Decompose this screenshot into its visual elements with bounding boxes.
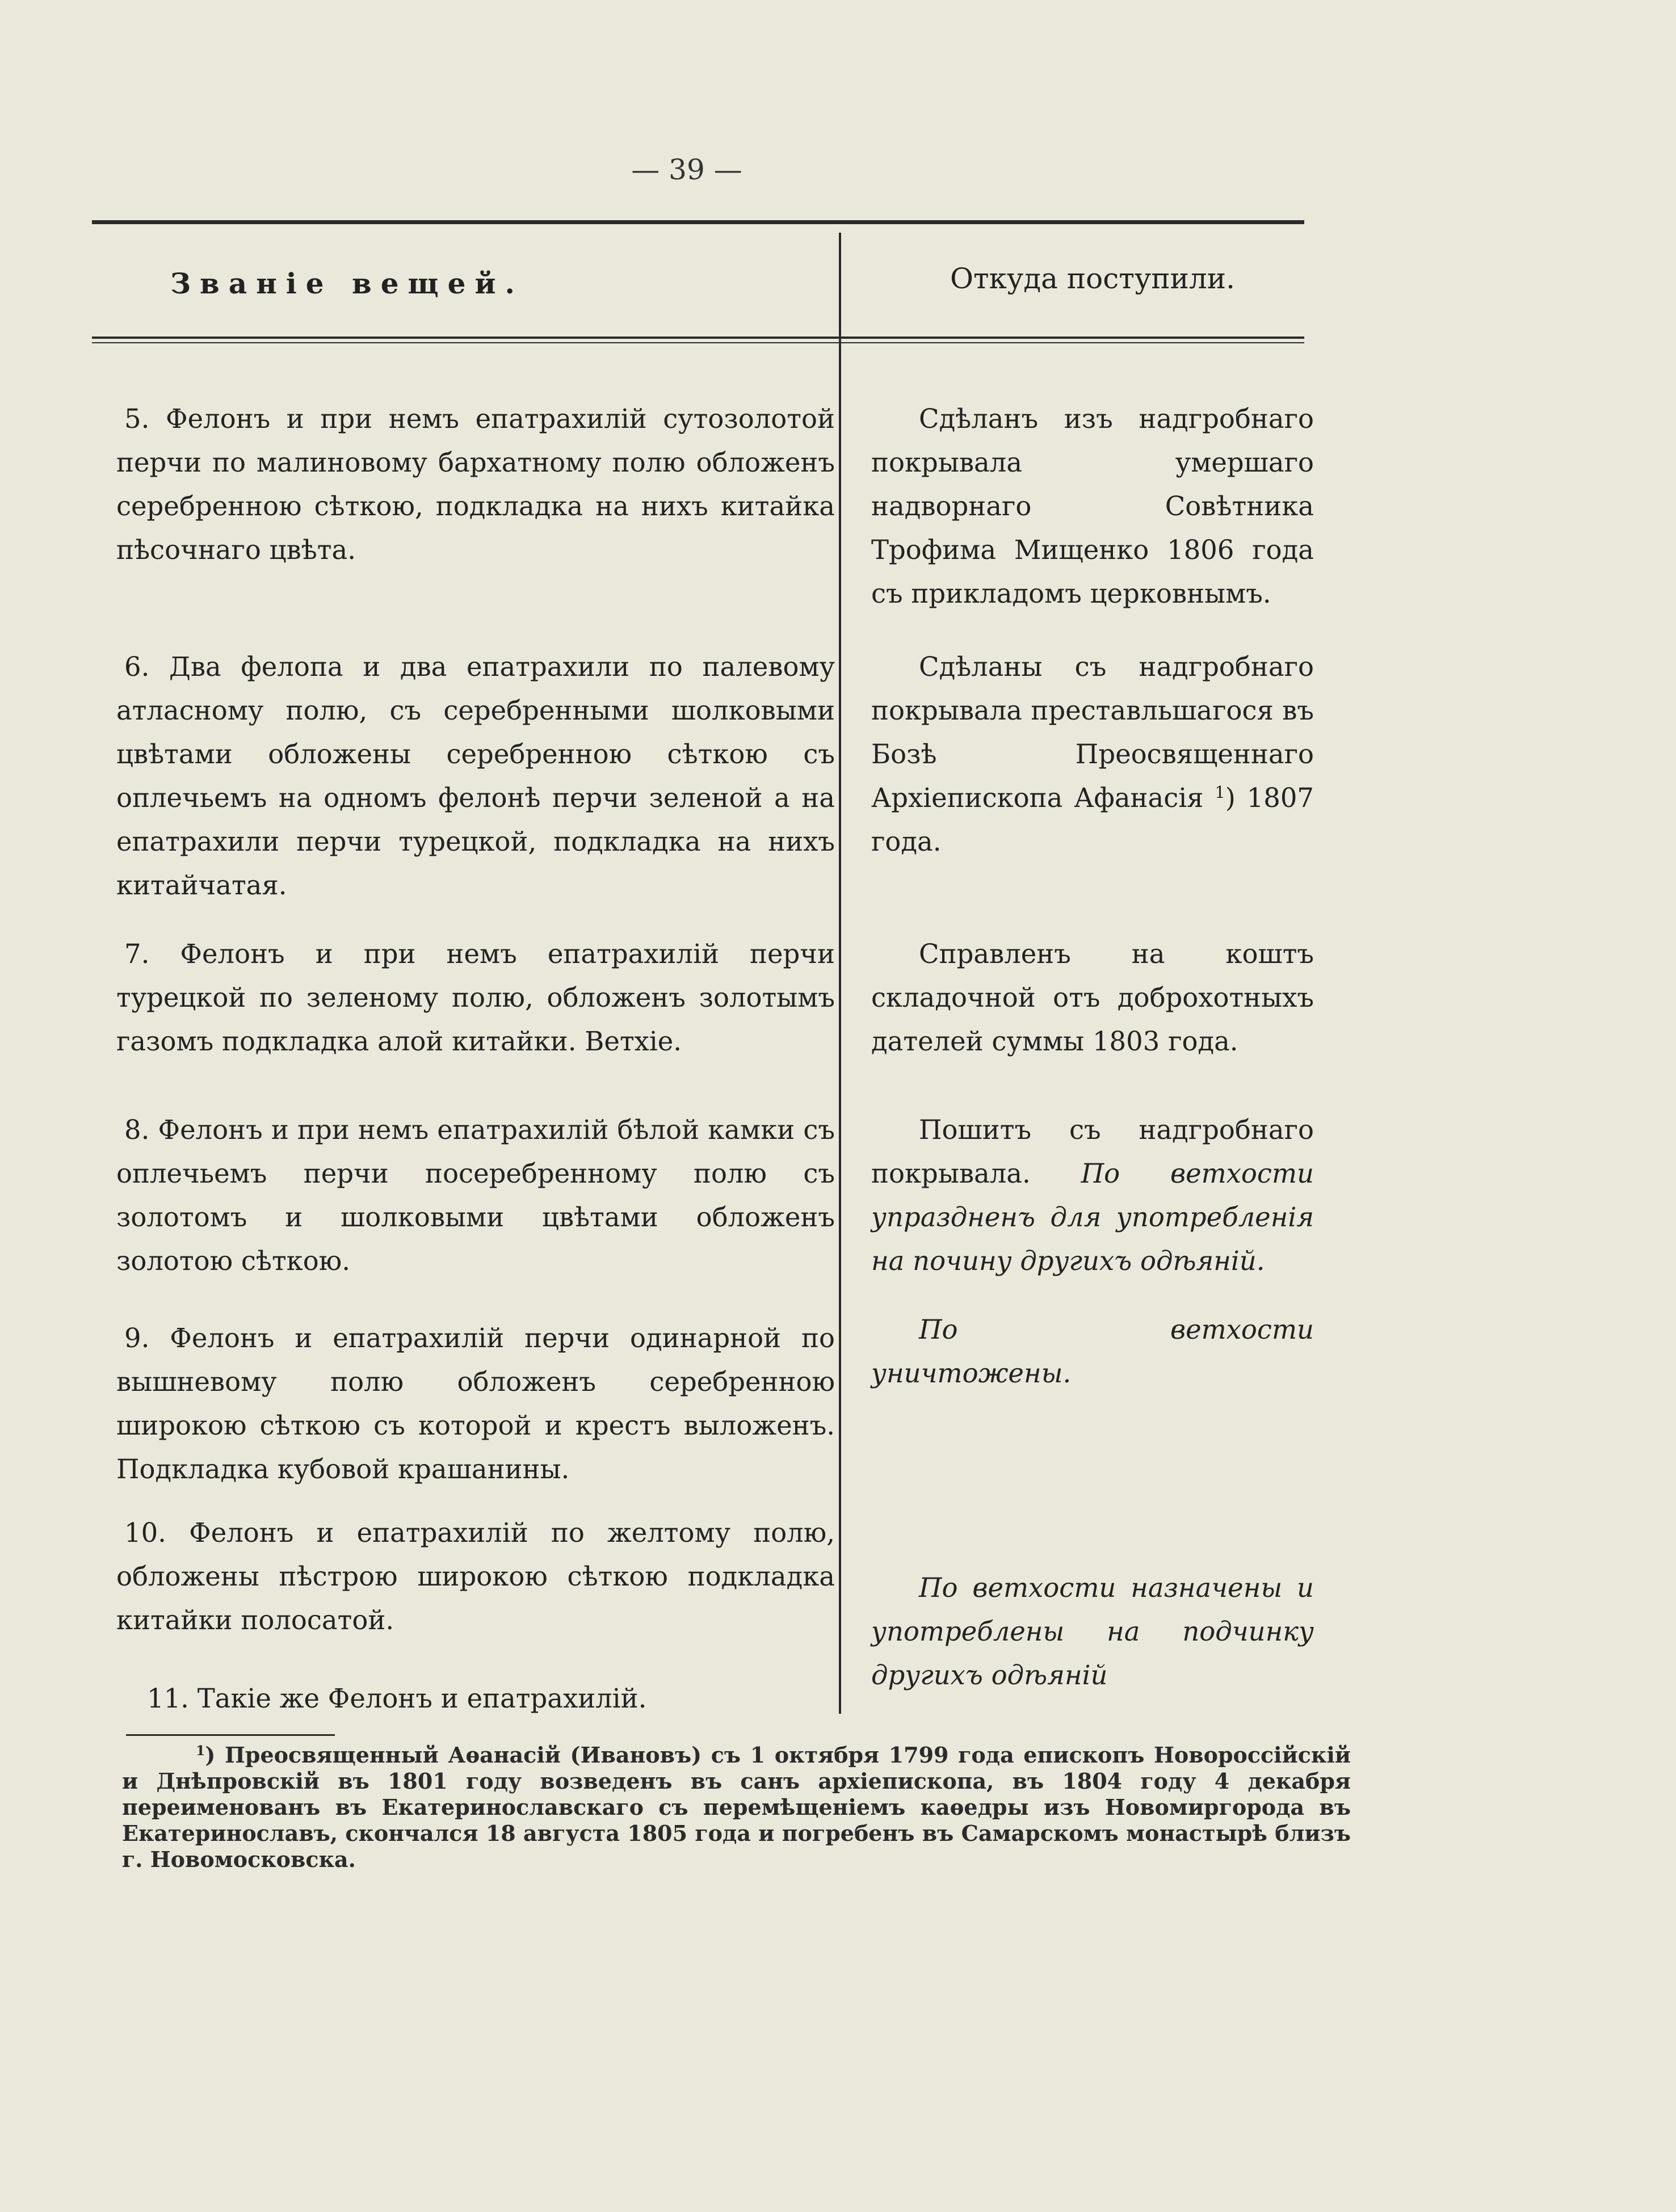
entry-6-source — [871, 645, 1314, 864]
entry-8-source-note: По ветхости упраздненъ для употребленія на почину другихъ одѣяній. — [871, 1158, 1314, 1276]
footnote-text: ) Преосвященный Аѳанасій (Ивановъ) съ 1 октября 1799 года епископъ Новороссійскій и Днѣпровскій въ 1801 году возведенъ въ санъ архіепископа, въ 1804 году 4 декабря переименованъ въ Екатеринославскаго съ перемѣщеніемъ каѳедры изъ Новомиргорода въ Екатеринославъ, скончался 18 августа 1805 года и погребенъ въ Самарскомъ монастырѣ близъ г. Новомосковска. — [122, 1742, 1351, 1872]
entry-11-description: 11. Такіе же Фелонъ и епатрахилій. — [147, 1683, 647, 1714]
footnote — [122, 1742, 1351, 1873]
entry-7-description: 7. Фелонъ и при немъ епатрахилій перчи турецкой по зеленому полю, обложенъ золотымъ газомъ подкладка алой китайки. Ветхіе. — [116, 939, 835, 1057]
entry-8-source — [871, 1108, 1314, 1283]
entry-8-source-text: Пошитъ съ надгробнаго покрывала. — [871, 1115, 1314, 1189]
entry-5-source: Сдѣланъ изъ надгробнаго покрывала умершаго надворнаго Совѣтника Трофима Мищенко 1806 года съ прикладомъ церковнымъ. — [871, 403, 1314, 609]
entry-7-source: Справленъ на коштъ складочной отъ доброхотныхъ дателей суммы 1803 года. — [871, 939, 1314, 1057]
entry-9-source: По ветхости уничтожены. — [871, 1314, 1314, 1389]
entry-10-description: 10. Фелонъ и епатрахилій по желтому полю, обложены пѣстрою широкою сѣткою подкладка китайки полосатой. — [116, 1517, 835, 1635]
column-separator — [839, 233, 841, 1714]
header-bottom-rule — [92, 337, 1304, 339]
entry-6-source-tail: ) 1807 года. — [871, 783, 1314, 857]
top-rule — [92, 220, 1304, 224]
footnote-separator — [126, 1734, 335, 1736]
entry-9-description: 9. Фелонъ и епатрахилій перчи одинарной по вышневому полю обложенъ серебренною широкою сѣткою съ которой и крестъ выложенъ. Подкладка кубовой крашанины. — [116, 1323, 835, 1485]
entry-8-description: 8. Фелонъ и при немъ епатрахилій бѣлой камки съ оплечьемъ перчи посеребренному полю съ золотомъ и шолковыми цвѣтами обложенъ золотою сѣткою. — [116, 1115, 835, 1276]
column-header-left: Званіе вещей. — [170, 267, 524, 300]
entry-10-source: По ветхости назначены и употреблены на подчинку другихъ одѣяній — [871, 1572, 1314, 1690]
header-bottom-rule-thin — [92, 342, 1304, 343]
footnote-number: 1 — [196, 1743, 205, 1759]
entry-6-description: 6. Два фелопа и два епатрахили по палевому атласному полю, съ серебренными шолковыми цвѣтами обложены серебренною сѣткою съ оплечьемъ на одномъ фелонѣ перчи зеленой а на епатрахили перчи турецкой, подкладка на нихъ китайчатая. — [116, 651, 835, 901]
column-header-right: Откуда поступили. — [950, 262, 1235, 295]
entry-5-description: 5. Фелонъ и при немъ епатрахилій сутозолотой перчи по малиновому бархатному полю обложенъ серебренною сѣткою, подкладка на нихъ китайка пѣсочнаго цвѣта. — [116, 403, 835, 565]
entry-6-source-text: Сдѣланы съ надгробнаго покрывала преставльшагося въ Бозѣ Преосвященнаго Архіепископа Афанасія — [871, 651, 1314, 813]
page-number: — 39 — — [631, 153, 742, 186]
footnote-marker: 1 — [1215, 783, 1225, 802]
